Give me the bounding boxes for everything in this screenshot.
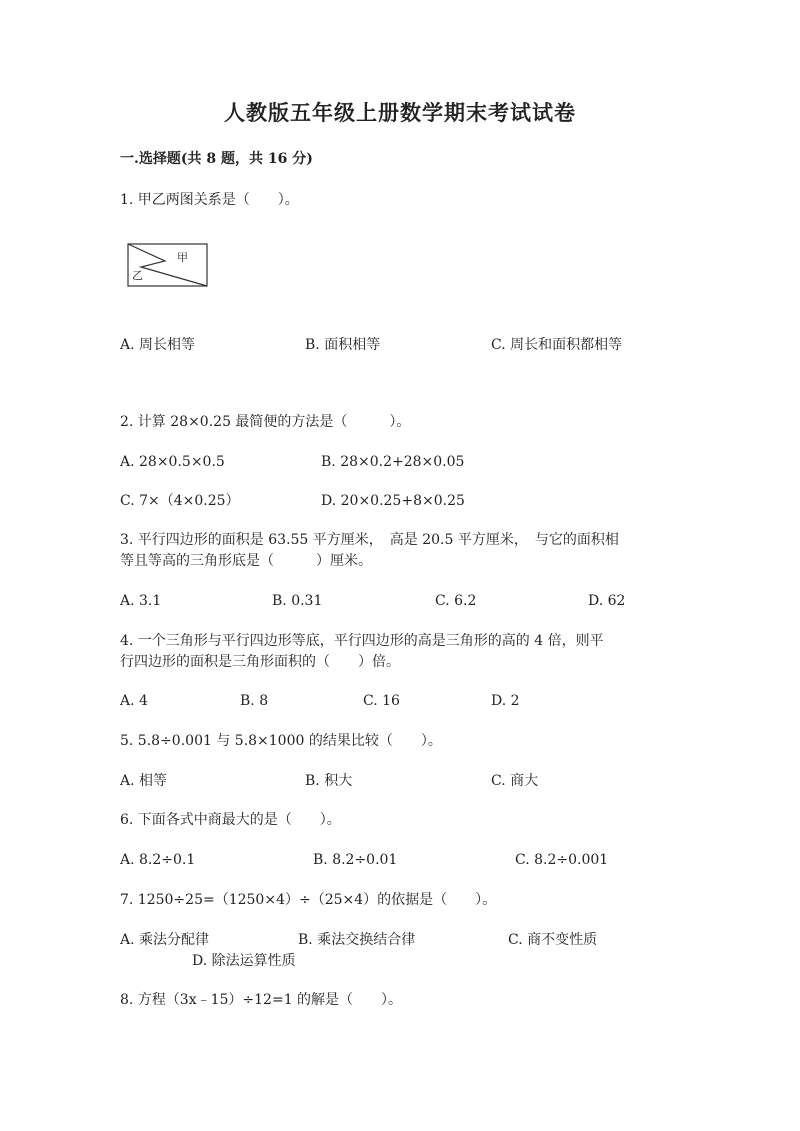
q5-option-c[interactable]: C. 商大	[491, 773, 539, 789]
q2-option-b[interactable]: B. 28×0.2+28×0.05	[321, 454, 465, 470]
q4-option-c[interactable]: C. 16	[363, 693, 400, 709]
question-8-stem: 8. 方程（3x﹣15）÷12=1 的解是（ ）。	[120, 992, 403, 1008]
q1-option-a[interactable]: A. 周长相等	[120, 337, 196, 353]
q2-option-d[interactable]: D. 20×0.25+8×0.25	[321, 493, 465, 509]
q1-option-c[interactable]: C. 周长和面积都相等	[491, 337, 623, 353]
q3-option-b[interactable]: B. 0.31	[272, 593, 323, 609]
q4-option-a[interactable]: A. 4	[120, 693, 148, 709]
q4-option-d[interactable]: D. 2	[491, 693, 520, 709]
q2-option-c[interactable]: C. 7×（4×0.25）	[120, 493, 240, 509]
q7-option-d[interactable]: D. 除法运算性质	[192, 953, 296, 969]
figure-label-jia: 甲	[177, 251, 188, 264]
q6-option-c[interactable]: C. 8.2÷0.001	[515, 852, 609, 868]
q3-option-d[interactable]: D. 62	[588, 593, 626, 609]
question-4-stem-line2: 行四边形的面积是三角形面积的（ ）倍。	[120, 654, 400, 670]
q4-option-b[interactable]: B. 8	[240, 693, 269, 709]
question-1-stem: 1. 甲乙两图关系是（ ）。	[120, 192, 299, 208]
q7-option-b[interactable]: B. 乘法交换结合律	[298, 932, 416, 948]
section-heading: 一.选择题(共 8 题，共 16 分)	[120, 151, 313, 167]
question-3-stem-line1: 3. 平行四边形的面积是 63.55 平方厘米， 高是 20.5 平方厘米， 与它的面积相	[120, 532, 619, 548]
q3-option-c[interactable]: C. 6.2	[435, 593, 477, 609]
q6-option-b[interactable]: B. 8.2÷0.01	[313, 852, 398, 868]
q1-option-b[interactable]: B. 面积相等	[305, 337, 381, 353]
figure-label-yi: 乙	[132, 269, 143, 282]
question-2-stem: 2. 计算 28×0.25 最简便的方法是（ ）。	[120, 414, 411, 430]
q5-option-a[interactable]: A. 相等	[120, 773, 168, 789]
q6-option-a[interactable]: A. 8.2÷0.1	[120, 852, 196, 868]
q5-option-b[interactable]: B. 积大	[305, 773, 353, 789]
q3-option-a[interactable]: A. 3.1	[120, 593, 162, 609]
q2-option-a[interactable]: A. 28×0.5×0.5	[120, 454, 225, 470]
question-1-figure	[127, 243, 211, 289]
question-5-stem: 5. 5.8÷0.001 与 5.8×1000 的结果比较（ ）。	[120, 733, 442, 749]
rectangle-split-diagram	[127, 243, 211, 289]
question-4-stem-line1: 4. 一个三角形与平行四边形等底，平行四边形的高是三角形的高的 4 倍，则平	[120, 633, 604, 649]
question-6-stem: 6. 下面各式中商最大的是（ ）。	[120, 812, 341, 828]
question-7-stem: 7. 1250÷25=（1250×4）÷（25×4）的依据是（ ）。	[120, 892, 497, 908]
page-title: 人教版五年级上册数学期末考试试卷	[224, 100, 576, 125]
q7-option-a[interactable]: A. 乘法分配律	[120, 932, 210, 948]
q7-option-c[interactable]: C. 商不变性质	[508, 932, 598, 948]
question-3-stem-line2: 等且等高的三角形底是（ ）厘米。	[120, 553, 372, 569]
